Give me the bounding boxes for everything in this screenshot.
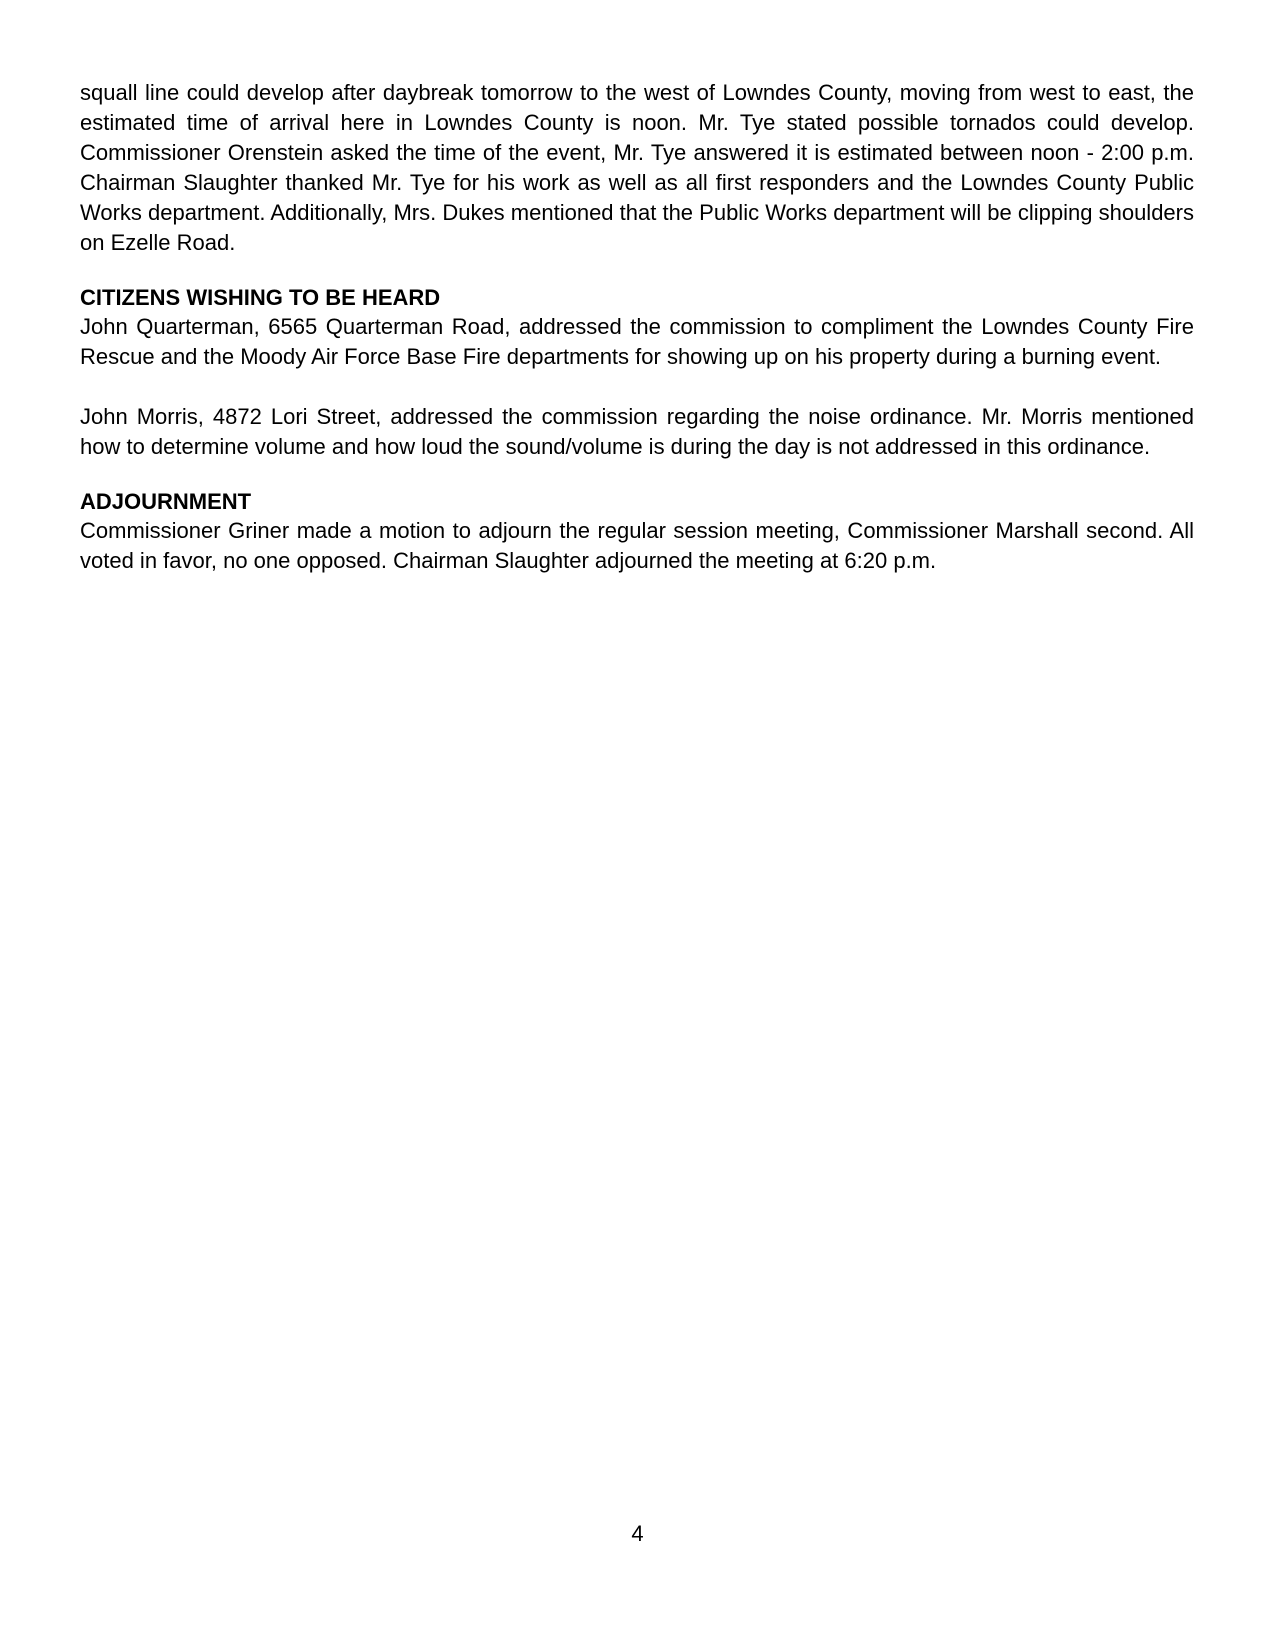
document-page xyxy=(80,78,1194,576)
paragraph-quarterman: John Quarterman, 6565 Quarterman Road, addressed the commission to compliment the Lowndes County Fire Rescue and the Moody Air Force Base Fire departments for showing up on his property during a burning event. xyxy=(80,314,1194,369)
paragraph-morris: John Morris, 4872 Lori Street, addressed the commission regarding the noise ordinance. Mr. Morris mentioned how to determine volume and how loud the sound/volume is during the day is not addressed in this ordinance. xyxy=(80,404,1194,459)
intro-paragraph: squall line could develop after daybreak tomorrow to the west of Lowndes County, moving from west to east, the estimated time of arrival here in Lowndes County is noon. Mr. Tye stated possible tornados could develop. Commissioner Orenstein asked the time of the event, Mr. Tye answered it is estimated between noon - 2:00 p.m. Chairman Slaughter thanked Mr. Tye for his work as well as all first responders and the Lowndes County Public Works department. Additionally, Mrs. Dukes mentioned that the Public Works department will be clipping shoulders on Ezelle Road. xyxy=(80,80,1194,255)
section-citizens-wishing-to-be-heard xyxy=(80,284,1194,462)
page-number: 4 xyxy=(631,1521,644,1546)
paragraph-adjournment: Commissioner Griner made a motion to adjourn the regular session meeting, Commissioner Marshall second. All voted in favor, no one opposed. Chairman Slaughter adjourned the meeting at 6:20 p.m. xyxy=(80,518,1194,573)
section-heading-adjournment: ADJOURNMENT xyxy=(80,489,252,514)
section-adjournment xyxy=(80,488,1194,576)
section-heading-citizens: CITIZENS WISHING TO BE HEARD xyxy=(80,285,441,310)
